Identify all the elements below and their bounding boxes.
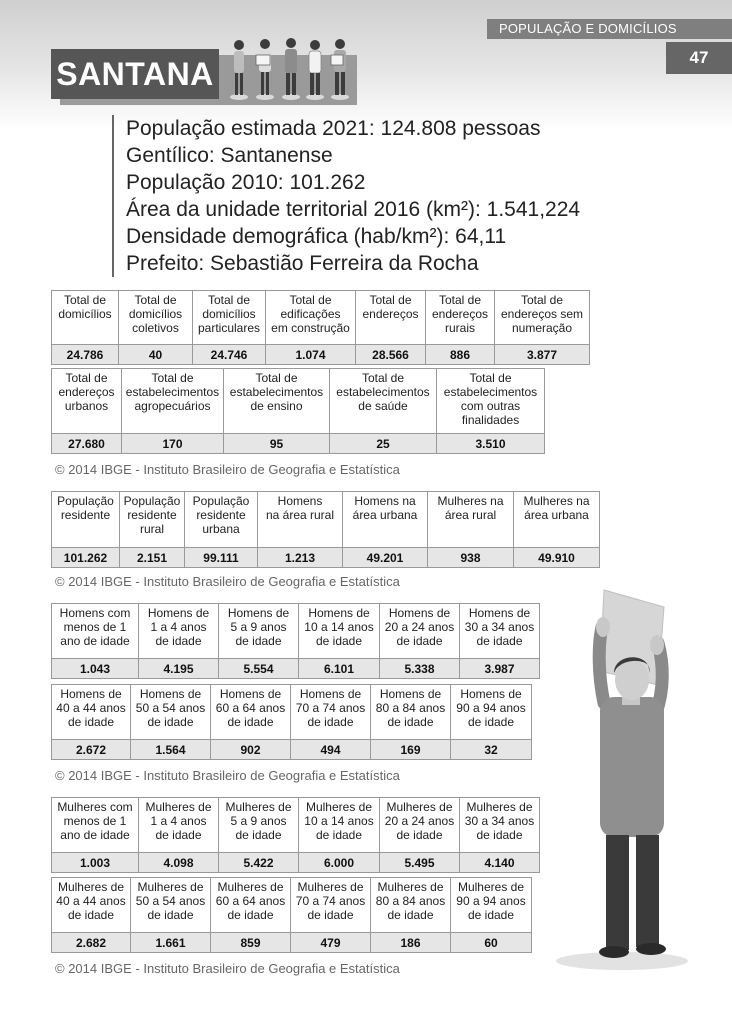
- table-header-cell: Mulheres na área urbana: [514, 492, 600, 548]
- people-illustration-icon: [219, 35, 357, 103]
- table-header-cell: Total de endereços rurais: [426, 291, 495, 345]
- table-value-cell: 2.682: [52, 933, 131, 953]
- table-header-cell: Total de domicílios particulares: [193, 291, 266, 345]
- header-row: [52, 685, 532, 740]
- table-header-cell: Total de domicílios coletivos: [119, 291, 193, 345]
- table-header-cell: Total de estabelecimentos de saúde: [330, 369, 437, 434]
- demonym: Gentílico: Santanense: [126, 144, 333, 167]
- table-value-cell: 3.510: [437, 434, 545, 454]
- table-value-cell: 40: [119, 345, 193, 365]
- table-value-cell: 32: [451, 740, 532, 760]
- table-header-cell: Mulheres com menos de 1 ano de idade: [52, 798, 139, 853]
- table-header-cell: Mulheres de 60 a 64 anos de idade: [211, 878, 291, 933]
- table-value-cell: 101.262: [52, 548, 120, 568]
- table-header-cell: Homens de 50 a 54 anos de idade: [131, 685, 211, 740]
- value-row: [52, 853, 540, 873]
- value-row: [52, 434, 545, 454]
- table-value-cell: 859: [211, 933, 291, 953]
- page-number: 47: [666, 42, 732, 74]
- table-header-cell: Homens de 40 a 44 anos de idade: [52, 685, 131, 740]
- header-row: [52, 604, 540, 659]
- table-value-cell: 5.554: [219, 659, 299, 679]
- table-value-cell: 902: [211, 740, 291, 760]
- header-row: [52, 291, 590, 345]
- table-header-cell: Total de endereços: [356, 291, 426, 345]
- header-row: [52, 369, 545, 434]
- estimated-population: População estimada 2021: 124.808 pessoas: [126, 117, 541, 140]
- table-header-cell: Homens de 10 a 14 anos de idade: [299, 604, 380, 659]
- table-value-cell: 24.786: [52, 345, 119, 365]
- table-value-cell: 5.338: [380, 659, 460, 679]
- table-value-cell: 24.746: [193, 345, 266, 365]
- copyright-3: © 2014 IBGE - Instituto Brasileiro de Geografia e Estatística: [55, 768, 400, 783]
- table-men-age-a: [51, 603, 540, 679]
- table-value-cell: 1.661: [131, 933, 211, 953]
- table-value-cell: 95: [224, 434, 330, 454]
- value-row: [52, 345, 590, 365]
- value-row: [52, 933, 532, 953]
- table-value-cell: 494: [291, 740, 371, 760]
- table-header-cell: Homens de 60 a 64 anos de idade: [211, 685, 291, 740]
- table-value-cell: 5.495: [380, 853, 460, 873]
- table-header-cell: Mulheres de 50 a 54 anos de idade: [131, 878, 211, 933]
- table-header-cell: Total de endereços sem numeração: [495, 291, 590, 345]
- table-header-cell: Mulheres na área rural: [428, 492, 514, 548]
- table-value-cell: 49.910: [514, 548, 600, 568]
- value-row: [52, 548, 600, 568]
- table-header-cell: Mulheres de 1 a 4 anos de idade: [139, 798, 219, 853]
- table-value-cell: 3.987: [460, 659, 540, 679]
- table-value-cell: 25: [330, 434, 437, 454]
- table-header-cell: População residente: [52, 492, 120, 548]
- table-value-cell: 27.680: [52, 434, 122, 454]
- table-women-age-a: [51, 797, 540, 873]
- table-households-addresses: [51, 290, 590, 365]
- person-holding-sign-icon: [552, 585, 692, 970]
- table-header-cell: Mulheres de 5 a 9 anos de idade: [219, 798, 299, 853]
- table-header-cell: Total de endereços urbanos: [52, 369, 122, 434]
- table-value-cell: 60: [451, 933, 532, 953]
- header-row: [52, 492, 600, 548]
- table-header-cell: Homens de 20 a 24 anos de idade: [380, 604, 460, 659]
- header-row: [52, 798, 540, 853]
- municipality-info: [112, 115, 646, 277]
- section-label: POPULAÇÃO E DOMICÍLIOS: [487, 19, 732, 39]
- value-row: [52, 659, 540, 679]
- table-header-cell: Total de domicílios: [52, 291, 119, 345]
- copyright-1: © 2014 IBGE - Instituto Brasileiro de Geografia e Estatística: [55, 462, 400, 477]
- table-value-cell: 3.877: [495, 345, 590, 365]
- table-header-cell: Mulheres de 40 a 44 anos de idade: [52, 878, 131, 933]
- table-value-cell: 4.140: [460, 853, 540, 873]
- table-header-cell: Mulheres de 10 a 14 anos de idade: [299, 798, 380, 853]
- mayor: Prefeito: Sebastião Ferreira da Rocha: [126, 252, 479, 275]
- table-header-cell: Total de estabelecimentos com outras finalidades: [437, 369, 545, 434]
- demographic-density: Densidade demográfica (hab/km²): 64,11: [126, 225, 507, 248]
- table-value-cell: 99.111: [185, 548, 258, 568]
- table-value-cell: 886: [426, 345, 495, 365]
- table-header-cell: Homens de 30 a 34 anos de idade: [460, 604, 540, 659]
- table-header-cell: Homens na área urbana: [343, 492, 428, 548]
- table-header-cell: Total de estabelecimentos de ensino: [224, 369, 330, 434]
- table-value-cell: 1.003: [52, 853, 139, 873]
- table-header-cell: População residente urbana: [185, 492, 258, 548]
- territorial-area: Área da unidade territorial 2016 (km²): 1.541,224: [126, 198, 581, 221]
- table-header-cell: Mulheres de 90 a 94 anos de idade: [451, 878, 532, 933]
- table-value-cell: 28.566: [356, 345, 426, 365]
- copyright-2: © 2014 IBGE - Instituto Brasileiro de Geografia e Estatística: [55, 574, 400, 589]
- table-value-cell: 6.000: [299, 853, 380, 873]
- table-value-cell: 49.201: [343, 548, 428, 568]
- table-resident-population: [51, 491, 600, 568]
- table-men-age-b: [51, 684, 532, 760]
- table-header-cell: Mulheres de 70 a 74 anos de idade: [291, 878, 371, 933]
- table-header-cell: Homens com menos de 1 ano de idade: [52, 604, 139, 659]
- table-value-cell: 479: [291, 933, 371, 953]
- table-header-cell: Total de edificações em construção: [266, 291, 356, 345]
- table-header-cell: Mulheres de 80 a 84 anos de idade: [371, 878, 451, 933]
- table-value-cell: 1.074: [266, 345, 356, 365]
- table-header-cell: Homens na área rural: [258, 492, 343, 548]
- table-value-cell: 4.195: [139, 659, 219, 679]
- value-row: [52, 740, 532, 760]
- table-header-cell: Homens de 80 a 84 anos de idade: [371, 685, 451, 740]
- table-header-cell: Total de estabelecimentos agropecuários: [122, 369, 224, 434]
- table-value-cell: 1.213: [258, 548, 343, 568]
- table-establishments: [51, 368, 545, 454]
- table-header-cell: Homens de 5 a 9 anos de idade: [219, 604, 299, 659]
- table-value-cell: 6.101: [299, 659, 380, 679]
- table-value-cell: 938: [428, 548, 514, 568]
- table-header-cell: Homens de 1 a 4 anos de idade: [139, 604, 219, 659]
- header-row: [52, 878, 532, 933]
- table-header-cell: Homens de 90 a 94 anos de idade: [451, 685, 532, 740]
- population-2010: População 2010: 101.262: [126, 171, 366, 194]
- table-value-cell: 186: [371, 933, 451, 953]
- table-header-cell: Homens de 70 a 74 anos de idade: [291, 685, 371, 740]
- table-value-cell: 170: [122, 434, 224, 454]
- table-value-cell: 4.098: [139, 853, 219, 873]
- table-header-cell: População residente rural: [120, 492, 185, 548]
- table-women-age-b: [51, 877, 532, 953]
- table-value-cell: 1.564: [131, 740, 211, 760]
- page-title: SANTANA: [51, 49, 219, 99]
- table-value-cell: 2.151: [120, 548, 185, 568]
- table-value-cell: 169: [371, 740, 451, 760]
- table-header-cell: Mulheres de 30 a 34 anos de idade: [460, 798, 540, 853]
- table-value-cell: 5.422: [219, 853, 299, 873]
- table-value-cell: 1.043: [52, 659, 139, 679]
- copyright-4: © 2014 IBGE - Instituto Brasileiro de Geografia e Estatística: [55, 961, 400, 976]
- table-header-cell: Mulheres de 20 a 24 anos de idade: [380, 798, 460, 853]
- table-value-cell: 2.672: [52, 740, 131, 760]
